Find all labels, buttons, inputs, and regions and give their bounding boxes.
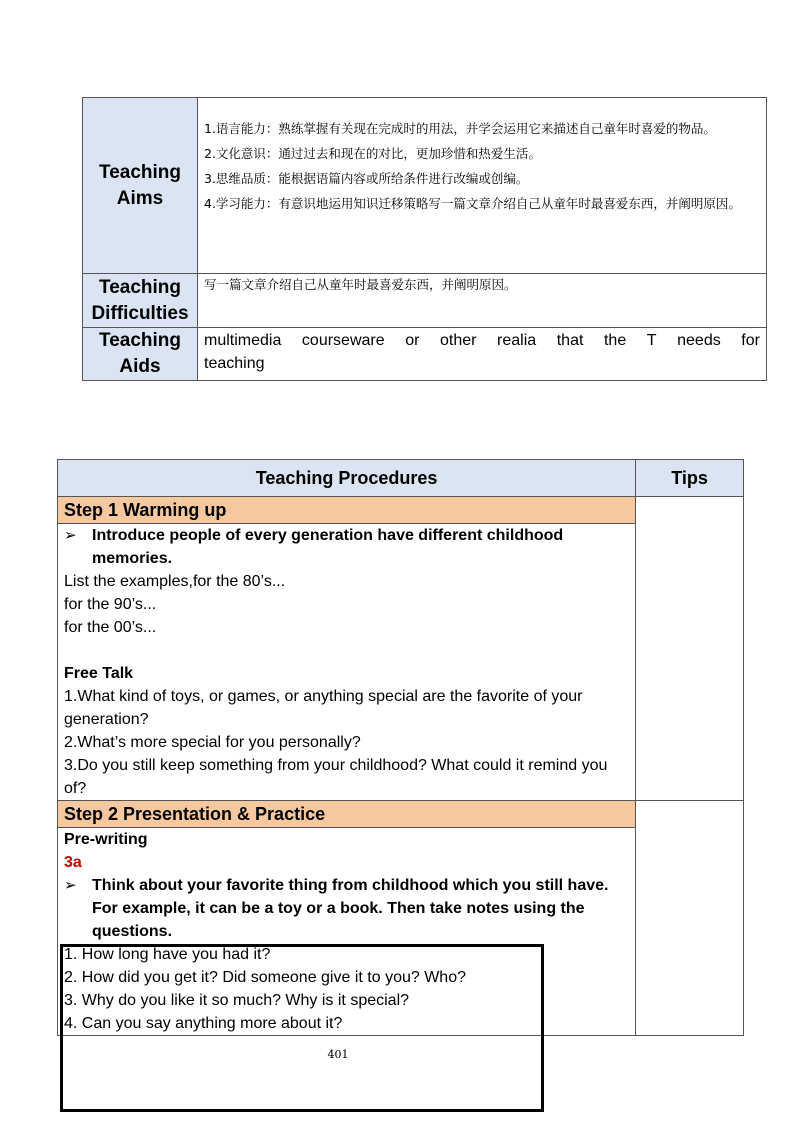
step1-content: [58, 524, 636, 801]
aim-item: 3.思维品质：能根据语篇内容或所给条件进行改编或创编。: [204, 171, 529, 186]
step1-bullet-text: Introduce people of every generation have different childhood: [92, 527, 564, 544]
free-talk-question: 3.Do you still keep something from your childhood? What could it remind you of?: [64, 757, 608, 797]
teaching-aims-content: [198, 98, 767, 274]
tips-header: Tips: [636, 460, 744, 497]
tips-cell-step2: [636, 801, 744, 1036]
step2-bullet-text: Think about your favorite thing from childhood which you still have. For example, it can be a toy or a book. Then take notes using the questions.: [92, 877, 609, 940]
aids-word: or: [405, 332, 420, 349]
free-talk-question: 2.What’s more special for you personally?: [64, 734, 361, 751]
aids-word: for: [741, 332, 760, 349]
aids-word: T: [646, 332, 657, 349]
teaching-aims-label: [83, 98, 198, 274]
step2-bullet: [64, 874, 629, 943]
teaching-aims-label-text: Teaching Aims: [99, 161, 181, 209]
prewriting-label: Pre-writing: [64, 831, 148, 848]
teaching-aids-label: [83, 328, 198, 381]
step1-bullet: [64, 524, 629, 570]
aids-word: other: [439, 332, 477, 349]
highlight-frame: [60, 944, 544, 1112]
teaching-info-table: [82, 97, 767, 381]
tips-cell-step1: [636, 497, 744, 801]
aids-line: teaching: [204, 355, 265, 372]
teaching-difficulties-label: [83, 274, 198, 328]
teaching-difficulties-content: 写一篇文章介绍自己从童年时最喜爱东西，并阐明原因。: [198, 274, 767, 328]
teaching-aids-label-text: Teaching Aids: [99, 330, 181, 377]
aids-word: courseware: [301, 332, 385, 349]
page-number: 401: [327, 1048, 349, 1061]
aim-item: 4.学习能力：有意识地运用知识迁移策略写一篇文章介绍自己从童年时最喜爱东西，并阐明原因。: [204, 196, 741, 211]
free-talk-question: 1.What kind of toys, or games, or anything special are the favorite of your generation?: [64, 688, 583, 728]
task-tag: 3a: [64, 854, 82, 871]
aids-line: [204, 329, 760, 352]
step1-title: Step 1 Warming up: [58, 497, 636, 524]
step2-title: Step 2 Presentation & Practice: [58, 801, 636, 828]
teaching-difficulties-label-text: Teaching Difficulties: [91, 276, 189, 324]
aids-word: multimedia: [204, 332, 282, 349]
note-question: 2. How did you get it? Did someone give it to you? Who?: [64, 969, 466, 986]
teaching-aids-content: [198, 328, 767, 381]
aids-word: the: [603, 332, 627, 349]
procedures-header: Teaching Procedures: [58, 460, 636, 497]
aids-word: needs: [677, 332, 721, 349]
free-talk-label: Free Talk: [64, 665, 134, 682]
note-question: 1. How long have you had it?: [64, 946, 271, 963]
aids-word: realia: [497, 332, 537, 349]
arrow-bullet-icon: ➢: [64, 877, 77, 894]
step1-bullet-text: memories.: [92, 550, 173, 567]
example-line: for the 00’s...: [64, 619, 157, 636]
arrow-bullet-icon: ➢: [64, 527, 77, 544]
aids-word: that: [556, 332, 584, 349]
note-question: 4. Can you say anything more about it?: [64, 1015, 343, 1032]
aim-item: 2.文化意识：通过过去和现在的对比，更加珍惜和热爱生活。: [204, 146, 541, 161]
example-line: for the 90’s...: [64, 596, 157, 613]
aim-item: 1.语言能力：熟练掌握有关现在完成时的用法，并学会运用它来描述自己童年时喜爱的物品。: [204, 121, 716, 136]
example-line: List the examples,for the 80’s...: [64, 573, 286, 590]
note-question: 3. Why do you like it so much? Why is it special?: [64, 992, 410, 1009]
